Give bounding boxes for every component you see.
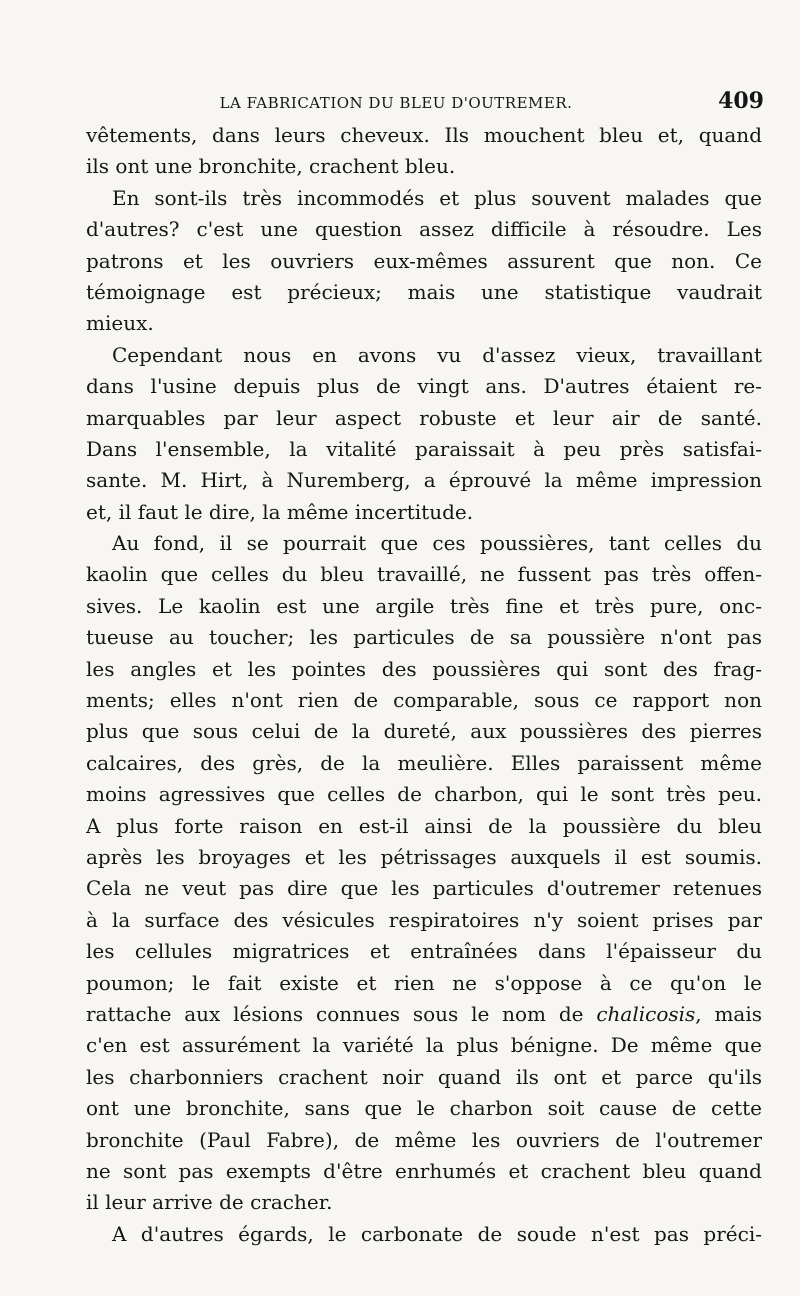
- text-line: marquables par leur aspect robuste et leur air de santé.: [86, 405, 762, 430]
- text-line: ont une bronchite, sans que le charbon soit cause de cette: [86, 1096, 762, 1121]
- italic-term: chalicosis: [596, 1001, 696, 1026]
- text-line: mieux.: [86, 311, 154, 336]
- paragraph-start-line: A d'autres égards, le carbonate de soude n'est pas préci-: [112, 1221, 762, 1246]
- text-line: moins agressives que celles de charbon, qui le sont très peu.: [86, 782, 762, 807]
- page-number: 409: [718, 88, 764, 114]
- text-line: tueuse au toucher; les particules de sa poussière n'ont pas: [86, 625, 762, 650]
- text-line: à la surface des vésicules respiratoires n'y soient prises par: [86, 907, 762, 932]
- text-line: les cellules migratrices et entraînées dans l'épaisseur du: [86, 939, 762, 964]
- page-header: [88, 88, 764, 118]
- text-line: Dans l'ensemble, la vitalité paraissait à peu près satisfai-: [86, 436, 762, 461]
- text-line: sante. M. Hirt, à Nuremberg, a éprouvé la même impression: [86, 468, 762, 493]
- text-line: et, il faut le dire, la même incertitude.: [86, 499, 474, 524]
- text-line: ments; elles n'ont rien de comparable, sous ce rapport non: [86, 688, 762, 713]
- text-line: ils ont une bronchite, crachent bleu.: [86, 154, 456, 179]
- running-title: LA FABRICATION DU BLEU D'OUTREMER.: [219, 94, 573, 112]
- text-line: témoignage est précieux; mais une statistique vaudrait: [86, 279, 762, 304]
- text-line: dans l'usine depuis plus de vingt ans. D'autres étaient re-: [86, 374, 762, 399]
- text-line: après les broyages et les pétrissages auxquels il est soumis.: [86, 844, 762, 869]
- body-text: [86, 120, 762, 1250]
- text-line: poumon; le fait existe et rien ne s'oppose à ce qu'on le: [86, 970, 762, 995]
- text-line: kaolin que celles du bleu travaillé, ne fussent pas très offen-: [86, 562, 762, 587]
- text-line: calcaires, des grès, de la meulière. Elles paraissent même: [86, 750, 762, 775]
- text-line: d'autres? c'est une question assez difficile à résoudre. Les: [86, 217, 762, 242]
- text-line: les angles et les pointes des poussières qui sont des frag-: [86, 656, 762, 681]
- text-line: A plus forte raison en est-il ainsi de la poussière du bleu: [86, 813, 762, 838]
- text-line-with-italic: [86, 999, 762, 1030]
- text-segment: , mais: [695, 1001, 762, 1026]
- text-line: plus que sous celui de la dureté, aux poussières des pierres: [86, 719, 762, 744]
- text-line: ne sont pas exempts d'être enrhumés et crachent bleu quand: [86, 1158, 762, 1183]
- paragraph-start-line: En sont-ils très incommodés et plus souvent malades que: [112, 185, 762, 210]
- text-line: Cela ne veut pas dire que les particules d'outremer retenues: [86, 876, 762, 901]
- text-segment: rattache aux lésions connues sous le nom de: [86, 1001, 584, 1026]
- text-line: c'en est assurément la variété la plus bénigne. De même que: [86, 1033, 762, 1058]
- text-line: sives. Le kaolin est une argile très fine et très pure, onc-: [86, 593, 762, 618]
- paragraph-start-line: Cependant nous en avons vu d'assez vieux, travaillant: [112, 342, 762, 367]
- text-line: vêtements, dans leurs cheveux. Ils mouchent bleu et, quand: [86, 123, 762, 147]
- text-line: il leur arrive de cracher.: [86, 1190, 333, 1215]
- text-line: les charbonniers crachent noir quand ils ont et parce qu'ils: [86, 1064, 762, 1089]
- text-line: bronchite (Paul Fabre), de même les ouvriers de l'outremer: [86, 1127, 762, 1152]
- paragraph-start-line: Au fond, il se pourrait que ces poussières, tant celles du: [112, 531, 762, 556]
- text-line: patrons et les ouvriers eux-mêmes assurent que non. Ce: [86, 248, 762, 273]
